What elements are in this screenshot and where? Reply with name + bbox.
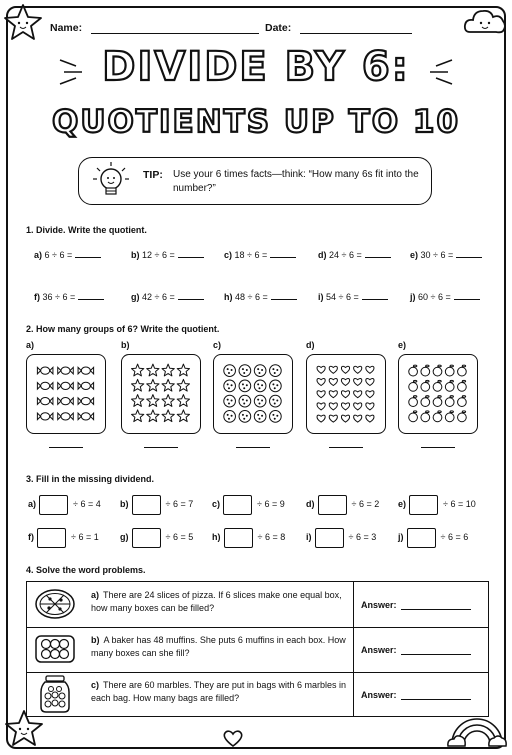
star-icon [162, 410, 174, 422]
cookie-icon [224, 411, 236, 423]
lightbulb-icon [89, 160, 133, 202]
divide-problem [410, 248, 482, 260]
problem-label: g) [131, 292, 140, 302]
heart-icon [366, 379, 374, 386]
answer-blank[interactable] [329, 447, 363, 448]
apple-icon [409, 395, 418, 406]
candy-icon [78, 397, 94, 404]
problem-label: j) [410, 292, 416, 302]
answer-box[interactable] [224, 528, 253, 548]
cookie-icon [270, 365, 282, 377]
answer-box[interactable] [132, 528, 161, 548]
cookie-icon [254, 365, 266, 377]
cookie-icon [270, 395, 282, 407]
word-problem-text: There are 60 marbles. They are put in bags with 6 marbles in each bag. How many bags are filled? [91, 680, 346, 703]
problem-label: f) [34, 292, 40, 302]
problem-expression: 12 ÷ 6 = [142, 250, 175, 260]
star-icon [132, 379, 144, 391]
answer-blank[interactable] [271, 290, 297, 300]
missing-dividend-problem [28, 493, 101, 515]
word-problem-label: c) [91, 680, 100, 690]
name-line[interactable] [91, 22, 259, 34]
star-icon [147, 395, 159, 407]
divide-problem [224, 248, 296, 260]
answer-label: Answer: [361, 645, 397, 655]
problem-label: a) [34, 250, 43, 260]
problem-label: h) [212, 532, 221, 542]
apple-icon [433, 365, 442, 376]
star-icon [147, 379, 159, 391]
date-label: Date: [265, 22, 292, 34]
answer-field[interactable] [361, 689, 471, 700]
missing-dividend-problem [120, 526, 193, 548]
group-label: d) [306, 340, 315, 350]
apple-icon [421, 365, 430, 376]
section1-heading: 1. Divide. Write the quotient. [26, 225, 147, 235]
date-line[interactable] [300, 22, 412, 34]
apple-icon [433, 395, 442, 406]
apple-icon [421, 395, 430, 406]
candy-icon [37, 413, 53, 420]
candy-icon [78, 367, 94, 374]
heart-icon [341, 379, 349, 386]
problem-label: i) [306, 532, 312, 542]
heart-icon [317, 379, 325, 386]
problem-label: c) [212, 499, 221, 509]
heart-icon [317, 403, 325, 410]
heart-icon [341, 391, 349, 398]
problem-label: g) [120, 532, 129, 542]
problem-expression: ÷ 6 = 7 [165, 499, 194, 509]
star-icon [132, 364, 144, 376]
cookie-icon [239, 380, 251, 392]
group-label: b) [121, 340, 130, 350]
cookie-icon [224, 380, 236, 392]
section4-heading: 4. Solve the word problems. [26, 565, 146, 575]
candy-icon [78, 413, 94, 420]
cookie-icon [270, 380, 282, 392]
apple-icon [458, 365, 467, 376]
cookie-icon [239, 365, 251, 377]
apple-icon [445, 380, 454, 391]
problem-expression: ÷ 6 = 6 [440, 532, 469, 542]
answer-box[interactable] [37, 528, 66, 548]
tip-label: TIP: [143, 169, 163, 181]
star-icon [162, 395, 174, 407]
group-box [213, 354, 293, 434]
apple-icon [409, 380, 418, 391]
problem-label: a) [28, 499, 37, 509]
name-label: Name: [50, 22, 83, 34]
problem-expression: ÷ 6 = 3 [348, 532, 377, 542]
candy-icon [37, 382, 53, 389]
heart-icon [317, 391, 325, 398]
problem-label: d) [318, 250, 327, 260]
heart-icon [354, 403, 362, 410]
apple-icon [421, 411, 430, 422]
heart-icon [341, 403, 349, 410]
apple-icon [421, 380, 430, 391]
missing-dividend-problem [120, 493, 193, 515]
star-icon [162, 364, 174, 376]
apple-icon [458, 411, 467, 422]
problem-expression: 60 ÷ 6 = [418, 292, 451, 302]
divide-problem [224, 290, 297, 302]
group-box [121, 354, 201, 434]
missing-dividend-problem [212, 526, 285, 548]
answer-blank[interactable] [365, 248, 391, 258]
muffin-tray-icon [33, 631, 77, 667]
heart-icon [354, 415, 362, 422]
star-icon [132, 395, 144, 407]
answer-line[interactable] [401, 689, 471, 700]
answer-blank[interactable] [49, 447, 83, 448]
answer-blank[interactable] [362, 290, 388, 300]
answer-blank[interactable] [178, 248, 204, 258]
heart-icon [329, 403, 337, 410]
cookie-icon [224, 365, 236, 377]
candy-icon [58, 397, 74, 404]
sparkle-lines-icon [44, 56, 88, 90]
page-title: DIVIDE BY 6: [102, 44, 410, 90]
divide-problem [410, 290, 480, 302]
star-icon [177, 395, 189, 407]
answer-box[interactable] [223, 495, 252, 515]
answer-box[interactable] [318, 495, 347, 515]
apple-icon [458, 380, 467, 391]
problem-expression: ÷ 6 = 4 [73, 499, 101, 509]
cookie-icon-grid [214, 355, 291, 432]
problem-expression: ÷ 6 = 1 [71, 532, 99, 542]
missing-dividend-problem [398, 526, 468, 548]
apple-icon [445, 395, 454, 406]
answer-blank[interactable] [454, 290, 480, 300]
star-icon-grid [122, 355, 199, 432]
answer-box[interactable] [409, 495, 438, 515]
heart-icon [222, 728, 244, 748]
apple-icon [445, 411, 454, 422]
answer-box[interactable] [132, 495, 161, 515]
missing-dividend-problem [306, 526, 376, 548]
answer-blank[interactable] [456, 248, 482, 258]
star-icon [162, 379, 174, 391]
star-icon [177, 410, 189, 422]
problem-expression: 30 ÷ 6 = [420, 250, 454, 260]
apple-icon [409, 365, 418, 376]
heart-icon [354, 379, 362, 386]
sparkle-lines-icon [424, 56, 468, 90]
answer-blank[interactable] [421, 447, 455, 448]
star-icon [132, 410, 144, 422]
answer-blank[interactable] [144, 447, 178, 448]
problem-expression: 54 ÷ 6 = [326, 292, 359, 302]
divide-problem [34, 248, 101, 260]
missing-dividend-problem [28, 526, 99, 548]
problem-expression: ÷ 6 = 8 [257, 532, 286, 542]
answer-field[interactable] [361, 644, 471, 655]
heart-icon [366, 366, 374, 373]
star-icon [2, 2, 44, 42]
missing-dividend-problem [212, 493, 285, 515]
candy-icon [58, 413, 74, 420]
section2-heading: 2. How many groups of 6? Write the quotient. [26, 324, 220, 334]
problem-expression: ÷ 6 = 9 [257, 499, 285, 509]
word-problem-row [27, 627, 488, 673]
heart-icon-grid [307, 355, 384, 432]
cloud-icon [462, 4, 508, 36]
missing-dividend-problem [306, 493, 379, 515]
group-box [306, 354, 386, 434]
divide-problem [131, 290, 204, 302]
heart-icon [329, 415, 337, 422]
divide-problem [318, 248, 391, 260]
candy-icon [37, 397, 53, 404]
problem-label: h) [224, 292, 233, 302]
pizza-icon [33, 586, 77, 622]
answer-box[interactable] [39, 495, 68, 515]
apple-icon [433, 411, 442, 422]
tip-text: Use your 6 times facts—think: “How many 6s fit into the number?” [173, 169, 419, 194]
cookie-icon [239, 411, 251, 423]
heart-icon [341, 366, 349, 373]
word-problems-table [26, 581, 489, 717]
apple-icon [433, 380, 442, 391]
heart-icon [329, 379, 337, 386]
heart-icon [354, 366, 362, 373]
problem-expression: 24 ÷ 6 = [329, 250, 362, 260]
candy-icon [78, 382, 94, 389]
problem-label: e) [398, 499, 407, 509]
cookie-icon [254, 411, 266, 423]
heart-icon [366, 403, 374, 410]
star-icon [147, 364, 159, 376]
heart-icon [366, 415, 374, 422]
candy-icon [37, 367, 53, 374]
star-icon [147, 410, 159, 422]
problem-label: i) [318, 292, 324, 302]
heart-icon [329, 366, 337, 373]
tip-box [78, 157, 432, 205]
answer-label: Answer: [361, 690, 397, 700]
section3-heading: 3. Fill in the missing dividend. [26, 474, 155, 484]
answer-blank[interactable] [75, 248, 101, 258]
cookie-icon [270, 411, 282, 423]
answer-blank[interactable] [270, 248, 296, 258]
problem-expression: 42 ÷ 6 = [142, 292, 175, 302]
group-label: c) [213, 340, 222, 350]
apple-icon [458, 395, 467, 406]
apple-icon [409, 411, 418, 422]
problem-expression: ÷ 6 = 10 [443, 499, 476, 509]
word-problem-label: a) [91, 590, 100, 600]
word-problem-label: b) [91, 635, 100, 645]
group-box [398, 354, 478, 434]
page-subtitle: QUOTIENTS UP TO 10 [51, 104, 461, 140]
candy-icon [58, 367, 74, 374]
word-problem-row [27, 582, 488, 628]
cookie-icon [254, 395, 266, 407]
answer-blank[interactable] [78, 290, 104, 300]
problem-label: f) [28, 532, 34, 542]
cookie-icon [254, 380, 266, 392]
cookie-icon [239, 395, 251, 407]
problem-expression: 6 ÷ 6 = [44, 250, 73, 260]
problem-label: j) [398, 532, 404, 542]
answer-field[interactable] [361, 599, 471, 610]
word-problem-text: There are 24 slices of pizza. If 6 slices make one equal box, how many boxes can be filled? [91, 590, 342, 613]
heart-icon [341, 415, 349, 422]
answer-line[interactable] [401, 644, 471, 655]
missing-dividend-problem [398, 493, 476, 515]
problem-expression: 36 ÷ 6 = [42, 292, 76, 302]
answer-blank[interactable] [236, 447, 270, 448]
answer-blank[interactable] [178, 290, 204, 300]
heart-icon [317, 415, 325, 422]
star-icon [177, 379, 189, 391]
apple-icon [445, 365, 454, 376]
word-problem-row [27, 672, 488, 717]
answer-box[interactable] [407, 528, 436, 548]
apple-icon-grid [399, 355, 476, 432]
problem-expression: 18 ÷ 6 = [234, 250, 268, 260]
divide-problem [34, 290, 104, 302]
marble-jar-icon [33, 674, 77, 714]
problem-expression: ÷ 6 = 5 [165, 532, 194, 542]
answer-box[interactable] [315, 528, 344, 548]
star-icon [177, 364, 189, 376]
problem-expression: ÷ 6 = 2 [351, 499, 380, 509]
date-field[interactable] [265, 22, 412, 34]
heart-icon [354, 391, 362, 398]
group-box [26, 354, 106, 434]
heart-icon [366, 391, 374, 398]
problem-label: d) [306, 499, 315, 509]
group-label: a) [26, 340, 35, 350]
candy-icon [58, 382, 74, 389]
problem-expression: 48 ÷ 6 = [235, 292, 268, 302]
problem-label: e) [410, 250, 419, 260]
problem-label: c) [224, 250, 233, 260]
cookie-icon [224, 395, 236, 407]
problem-label: b) [131, 250, 140, 260]
name-field[interactable] [50, 22, 259, 34]
group-label: e) [398, 340, 407, 350]
divide-problem [131, 248, 204, 260]
word-problem-text: A baker has 48 muffins. She puts 6 muffins in each box. How many boxes can she fill? [91, 635, 346, 658]
divide-problem [318, 290, 388, 302]
problem-label: b) [120, 499, 129, 509]
answer-line[interactable] [401, 599, 471, 610]
heart-icon [329, 391, 337, 398]
heart-icon [317, 366, 325, 373]
candy-icon-grid [27, 355, 104, 432]
answer-label: Answer: [361, 600, 397, 610]
